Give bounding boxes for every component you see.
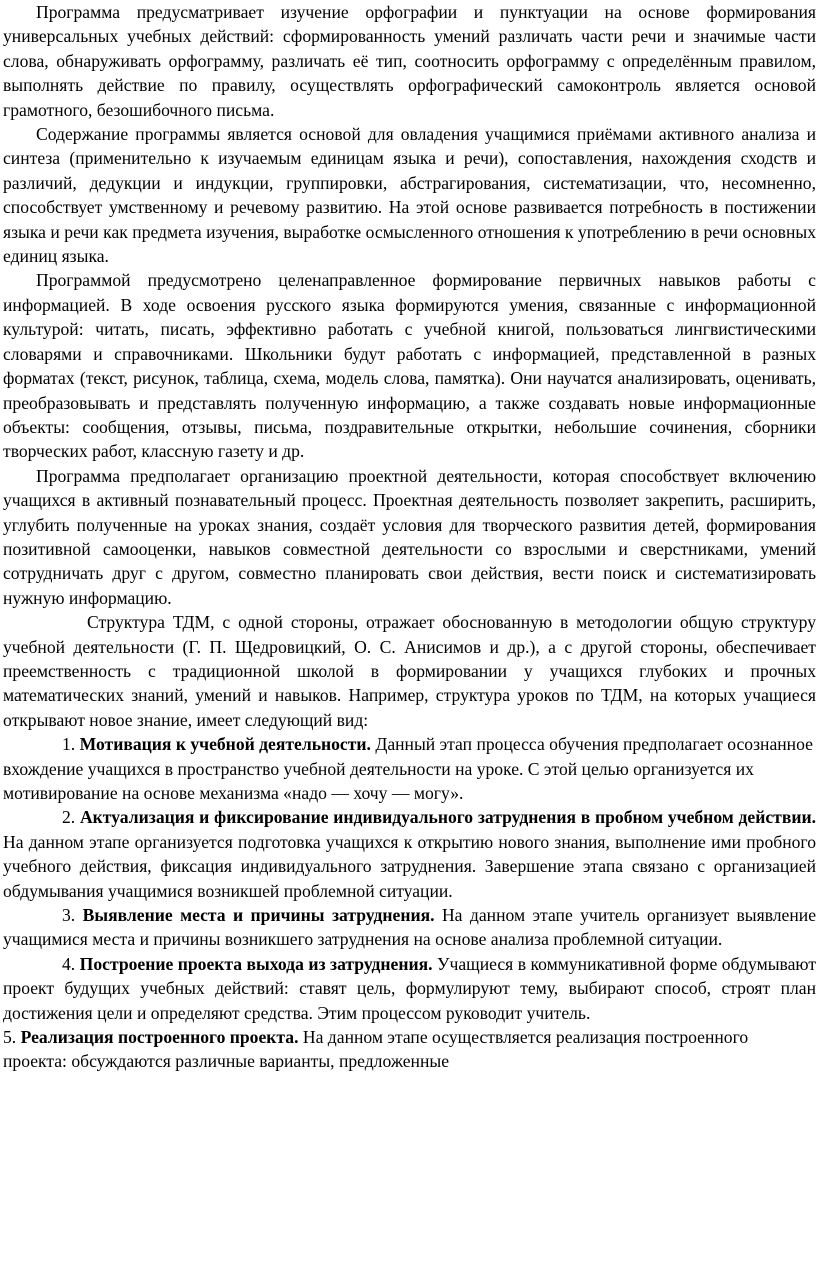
- stage-item-2: [3, 805, 816, 903]
- stage-number: 2.: [62, 807, 76, 828]
- paragraph-information-skills: Программой предусмотрено целенаправленное формирование первичных навыков работы с информацией. В ходе освоения русского языка формируются умения, связанные с информационной культурой: читать, писать, эффективно работать с учебной книгой, пользоваться лингвистическими словарями и справочниками. Школьники будут работать с информацией, представленной в разных форматах (текст, рисунок, таблица, схема, модель слова, памятка). Они научатся анализировать, оценивать, преобразовывать и представлять полученную информацию, а также создавать новые информационные объекты: сообщения, отзывы, письма, поздравительные открытки, небольшие сочинения, сборники творческих работ, классную газету и др.: [3, 270, 816, 462]
- stage-text: На данном этапе осуществляется реализация построенного проекта: обсуждаются различные варианты, предложенные: [3, 1027, 749, 1072]
- stage-item-4: [3, 952, 816, 1025]
- stage-number: 4.: [62, 953, 76, 974]
- stage-title: Мотивация к учебной деятельности.: [79, 734, 371, 755]
- stage-title: Выявление места и причины затруднения.: [82, 905, 435, 926]
- stage-text: Учащиеся в коммуникативной форме обдумывают проект будущих учебных действий: ставят цель, формулируют тему, выбирают способ, строят план достижения цели и определяют средства. Этим процессом руководит учитель.: [3, 953, 816, 1023]
- paragraph-tdm-structure: Структура ТДМ, с одной стороны, отражает обоснованную в методологии общую структуру учебной деятельности (Г. П. Щедровицкий, О. С. Анисимов и др.), а с другой стороны, обеспечивает преемственность с традиционной школой в формировании у учащихся глубоких и прочных математических знаний, умений и навыков. Например, структура уроков по ТДМ, на которых учащиеся открывают новое знание, имеет следующий вид:: [3, 612, 816, 730]
- stage-number: 5.: [3, 1027, 17, 1048]
- stage-number: 1.: [62, 734, 76, 755]
- paragraph-spelling-punctuation: Программа предусматривает изучение орфографии и пунктуации на основе формирования универсальных учебных действий: сформированность умений различать части речи и значимые части слова, обнаруживать орфограмму, различать её тип, соотносить орфограмму с определённым правилом, выполнять действие по правилу, осуществлять орфографический самоконтроль является основой грамотного, безошибочного письма.: [3, 2, 816, 120]
- stage-text: Данный этап процесса обучения предполагает осознанное вхождение учащихся в пространство учебной деятельности на уроке. С этой целью организуется их мотивирование на основе механизма «надо — хочу — могу».: [3, 734, 813, 803]
- stage-item-5: [3, 1025, 816, 1074]
- stage-title: Реализация построенного проекта.: [20, 1027, 299, 1048]
- stage-item-3: [3, 903, 816, 952]
- stage-number: 3.: [62, 905, 76, 926]
- stage-item-1: [3, 732, 816, 805]
- paragraph-project-activity: Программа предполагает организацию проектной деятельности, которая способствует включению учащихся в активный познавательный процесс. Проектная деятельность позволяет закрепить, расширить, углубить полученные на уроках знания, создаёт условия для творческого развития детей, формирования позитивной самооценки, навыков совместной деятельности со взрослыми и сверстниками, умений сотрудничать друг с другом, совместно планировать свои действия, вести поиск и систематизировать нужную информацию.: [3, 465, 816, 608]
- stage-text: На данном этапе организуется подготовка учащихся к открытию нового знания, выполнение ими пробного учебного действия, фиксация индивидуального затруднения. Завершение этапа связано с организацией обдумывания учащимися возникшей проблемной ситуации.: [3, 831, 816, 901]
- stage-title: Актуализация и фиксирование индивидуального затруднения в пробном учебном действии.: [79, 807, 816, 828]
- stage-title: Построение проекта выхода из затруднения.: [79, 953, 433, 974]
- paragraph-program-content: Содержание программы является основой для овладения учащимися приёмами активного анализа и синтеза (применительно к изучаемым единицам языка и речи), сопоставления, нахождения сходств и различий, дедукции и индукции, группировки, абстрагирования, систематизации, что, несомненно, способствует умственному и речевому развитию. На этой основе развивается потребность в постижении языка и речи как предмета изучения, выработке осмысленного отношения к употреблению в речи основных единиц языка.: [3, 124, 816, 267]
- stage-text: На данном этапе учитель организует выявление учащимися места и причины возникшего затруднения на основе анализа проблемной ситуации.: [3, 905, 816, 950]
